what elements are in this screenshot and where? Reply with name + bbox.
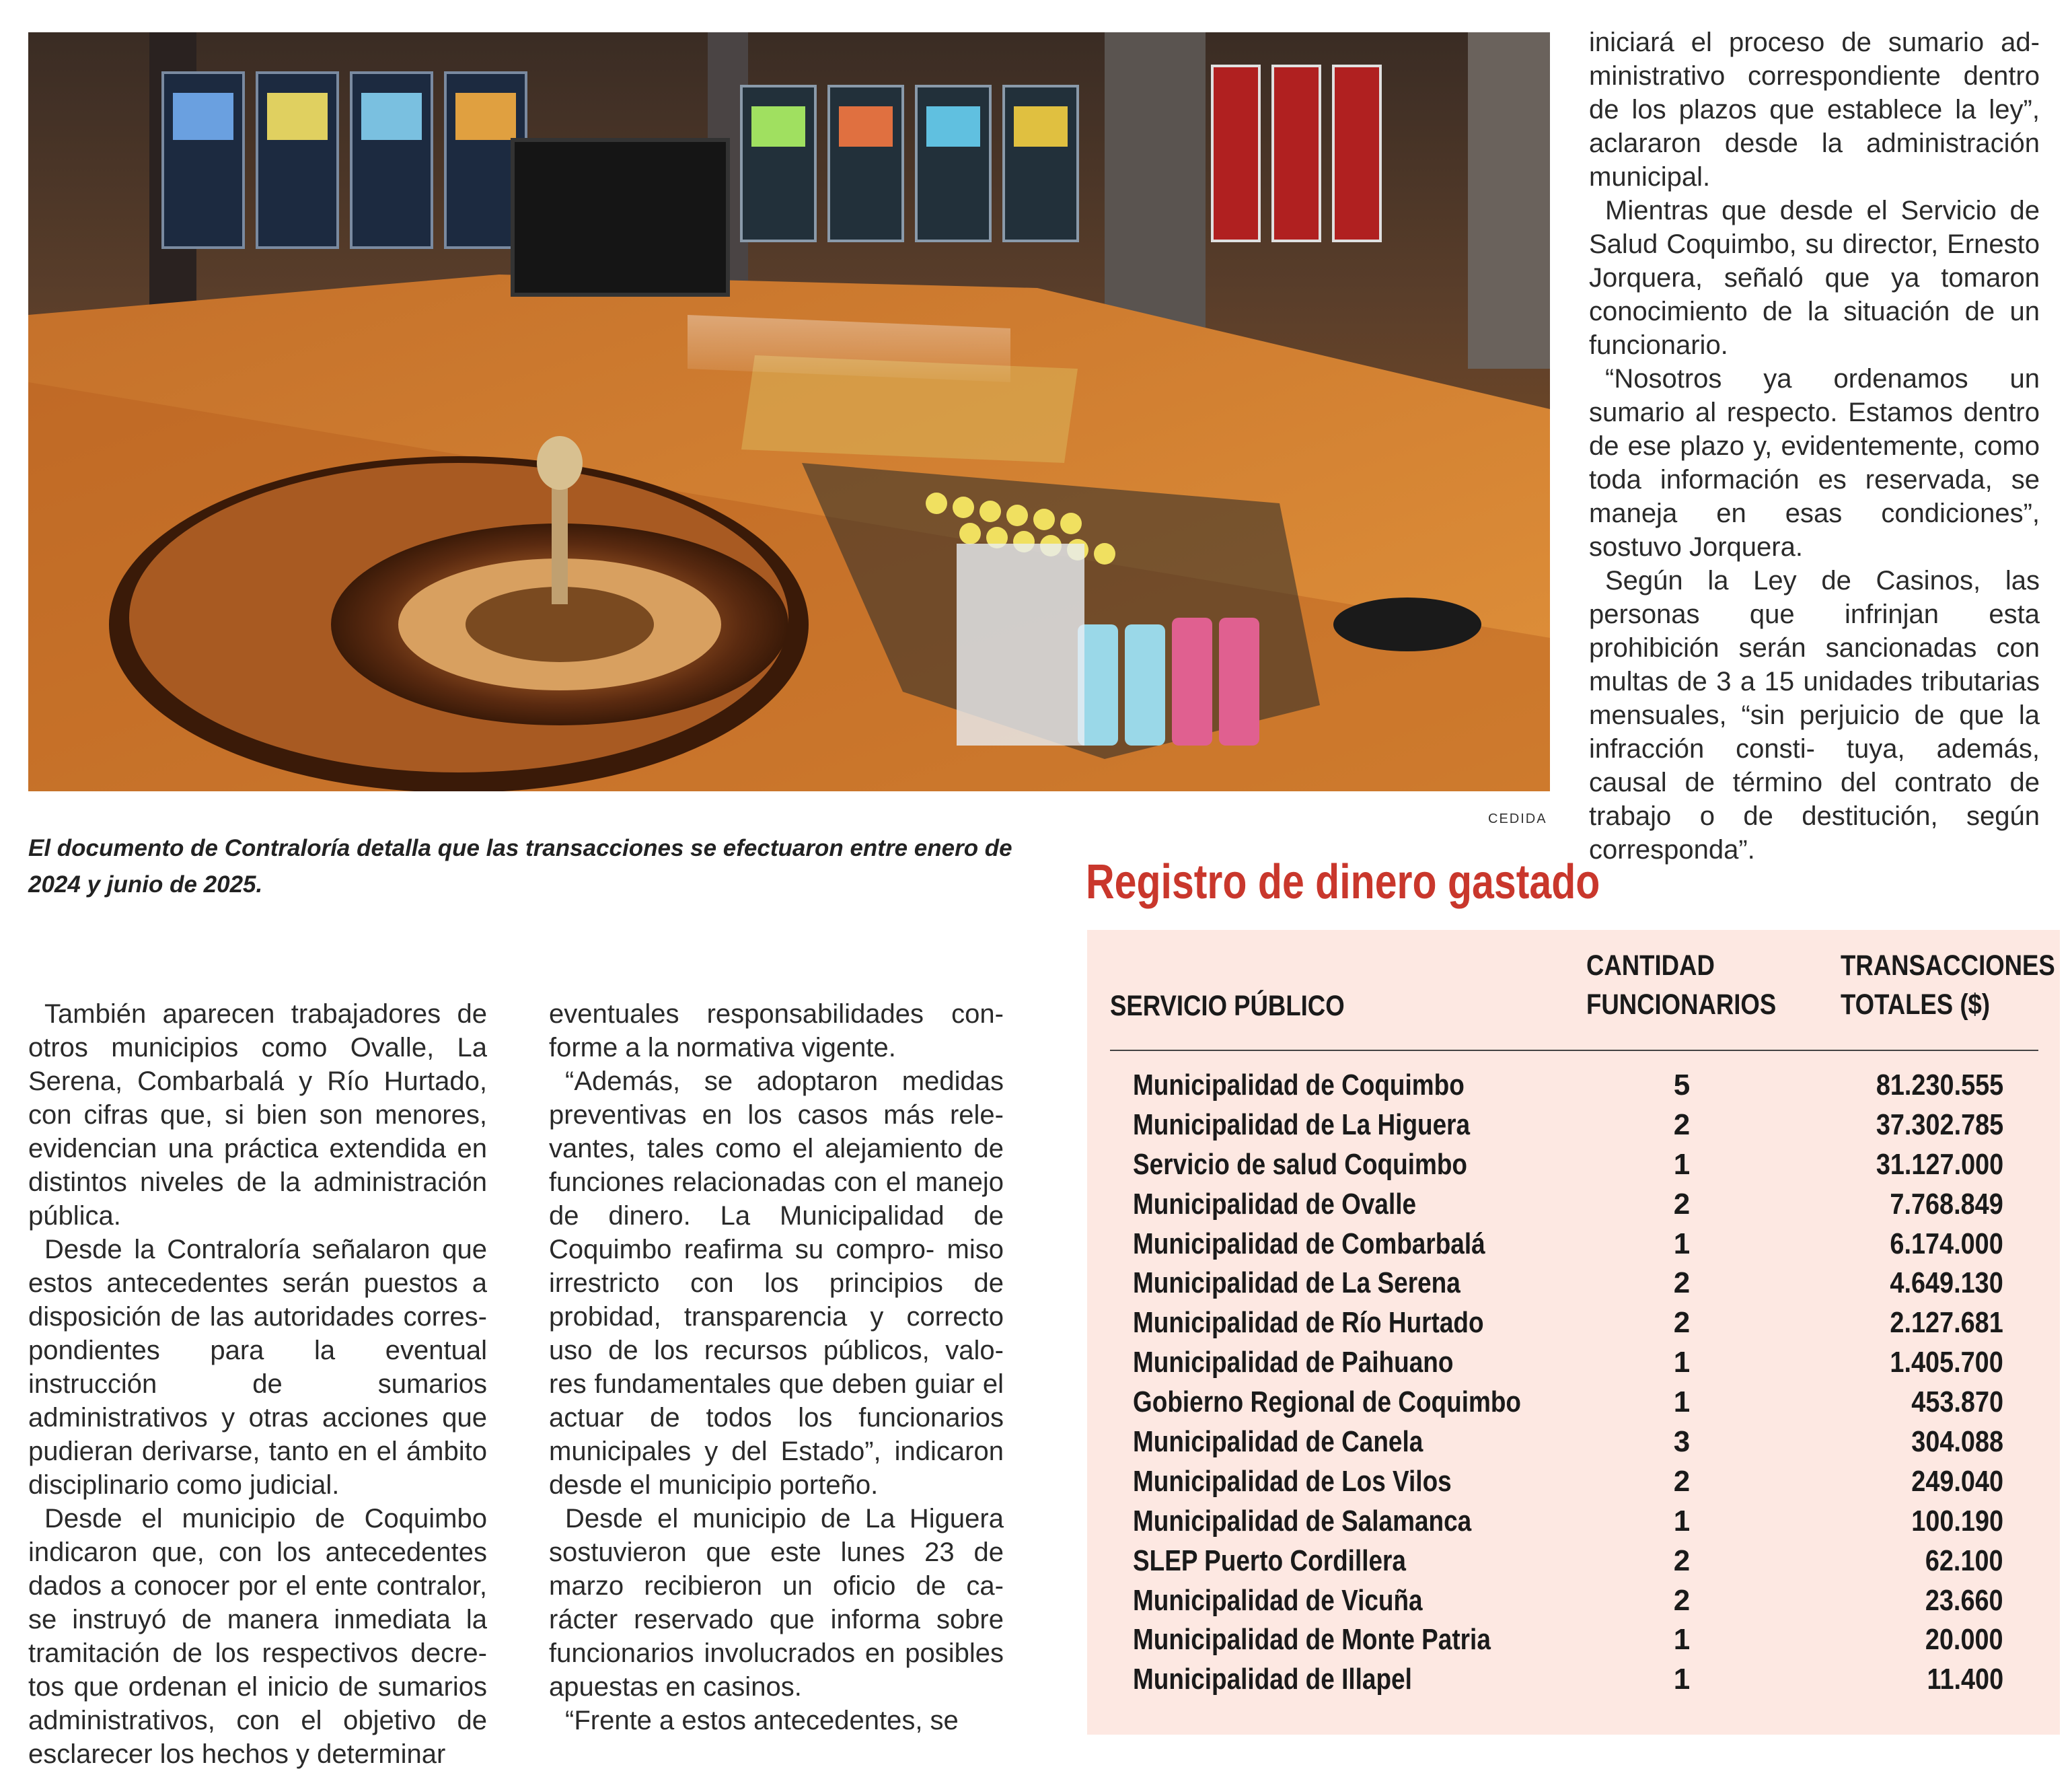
cell-cantidad: 1	[1673, 1385, 1691, 1419]
cell-cantidad: 2	[1673, 1187, 1691, 1221]
header-transacciones	[1841, 946, 2055, 1024]
spending-table	[1087, 930, 2060, 1735]
paragraph: Según la Ley de Casinos, las personas que infrinjan esta prohibición serán sancionadas con multas de 3 a 15 unidades tributarias mensuales, “sin perjuicio de que la infracción consti- tuya, además, causal de término del contrato de trabajo o de destitución, según corresponda”.	[1589, 566, 2040, 865]
cell-servicio: Servicio de salud Coquimbo	[1133, 1147, 1468, 1181]
cell-servicio: Municipalidad de Monte Patria	[1133, 1623, 1491, 1657]
cell-cantidad: 2	[1673, 1266, 1691, 1300]
paragraph: Mientras que desde el Servicio de Salud Coquimbo, su director, Ernesto Jorquera, señaló que ya tomaron conocimiento de la situación de un funcionario.	[1589, 196, 2040, 360]
table-row	[1110, 1106, 2038, 1145]
cell-servicio: Municipalidad de Paihuano	[1133, 1346, 1454, 1379]
table-row	[1110, 1620, 2038, 1660]
article-column-left	[28, 997, 487, 1771]
paragraph: “Frente a estos antecedentes, se	[565, 1706, 959, 1735]
cell-total: 11.400	[1927, 1663, 2003, 1696]
cell-servicio: Municipalidad de Río Hurtado	[1133, 1306, 1484, 1340]
header-cantidad-line1: CANTIDAD	[1586, 949, 1715, 982]
table-row	[1110, 1145, 2038, 1185]
cell-servicio: Municipalidad de Los Vilos	[1133, 1464, 1452, 1498]
cell-cantidad: 1	[1673, 1623, 1691, 1657]
cell-servicio: Gobierno Regional de Coquimbo	[1133, 1385, 1521, 1419]
cell-cantidad: 1	[1673, 1147, 1691, 1181]
cell-total: 100.190	[1911, 1504, 2003, 1538]
cell-cantidad: 2	[1673, 1544, 1691, 1577]
cell-total: 23.660	[1925, 1583, 2003, 1617]
casino-roulette-photo	[28, 32, 1550, 791]
cell-total: 1.405.700	[1890, 1346, 2003, 1379]
cell-total: 6.174.000	[1890, 1227, 2003, 1260]
cell-servicio: Municipalidad de Vicuña	[1133, 1583, 1423, 1617]
cell-servicio: Municipalidad de Combarbalá	[1133, 1227, 1485, 1260]
article-column-middle	[549, 997, 1004, 1737]
table-title: Registro de dinero gastado	[1086, 855, 1600, 909]
cell-servicio: Municipalidad de La Serena	[1133, 1266, 1460, 1300]
cell-cantidad: 1	[1673, 1663, 1691, 1696]
cell-total: 2.127.681	[1890, 1306, 2003, 1340]
cell-total: 62.100	[1925, 1544, 2003, 1577]
paragraph: “Además, se adoptaron medidas preventivas en los casos más rele- vantes, tales como el alejamiento de funciones relacionadas con el manejo de dinero. La Municipalidad de Coquimbo reafirma su compro- miso irrestricto con los principios de probidad, transparencia y correcto uso de los recursos públicos, valo- res fundamentales que deben guiar el actuar de todos los funcionarios municipales y del Estado”, indicaron desde el municipio porteño.	[549, 1067, 1004, 1500]
header-transacciones-line1: TRANSACCIONES	[1841, 949, 2055, 982]
table-row	[1110, 1660, 2038, 1700]
cell-cantidad: 1	[1673, 1227, 1691, 1260]
cell-total: 4.649.130	[1890, 1266, 2003, 1300]
cell-total: 81.230.555	[1876, 1069, 2003, 1101]
table-row	[1110, 1422, 2038, 1462]
cell-cantidad: 2	[1673, 1583, 1691, 1617]
cell-total: 249.040	[1911, 1464, 2003, 1498]
cell-servicio: Municipalidad de Ovalle	[1133, 1187, 1417, 1221]
table-row	[1110, 1185, 2038, 1225]
table-row	[1110, 1225, 2038, 1264]
cell-cantidad: 3	[1673, 1425, 1691, 1459]
cell-servicio: SLEP Puerto Cordillera	[1133, 1544, 1406, 1577]
photo-credit: CEDIDA	[1488, 811, 1547, 826]
photo-caption: El documento de Contraloría detalla que las transacciones se efectuaron entre enero de 2024 y junio de 2025.	[28, 835, 1012, 898]
table-body	[1110, 1066, 2038, 1700]
cell-total: 7.768.849	[1890, 1187, 2003, 1221]
table-row	[1110, 1066, 2038, 1106]
cell-total: 37.302.785	[1876, 1108, 2003, 1141]
header-servicio: SERVICIO PÚBLICO	[1110, 990, 1345, 1022]
article-column-right	[1589, 26, 2040, 867]
cell-servicio: Municipalidad de Illapel	[1133, 1663, 1412, 1696]
paragraph: “Nosotros ya ordenamos un sumario al respecto. Estamos dentro de ese plazo y, evidentemente, como toda información es reservada, se maneja en esas condiciones”, sostuvo Jorquera.	[1589, 364, 2040, 562]
table-row	[1110, 1343, 2038, 1383]
cell-total: 31.127.000	[1876, 1147, 2003, 1181]
cell-total: 453.870	[1911, 1385, 2003, 1419]
paragraph: Desde el municipio de La Higuera sostuvieron que este lunes 23 de marzo recibieron un oficio de ca- rácter reservado que informa sobre funcionarios involucrados en posibles apuestas en casinos.	[549, 1504, 1004, 1702]
cell-cantidad: 2	[1673, 1306, 1691, 1340]
table-row	[1110, 1542, 2038, 1581]
table-row	[1110, 1581, 2038, 1621]
header-cantidad-line2: FUNCIONARIOS	[1586, 988, 1777, 1021]
table-row	[1110, 1502, 2038, 1542]
header-divider	[1110, 1050, 2038, 1051]
header-cantidad	[1586, 946, 1776, 1024]
cell-cantidad: 2	[1673, 1464, 1691, 1498]
table-row	[1110, 1264, 2038, 1303]
cell-cantidad: 2	[1673, 1108, 1691, 1141]
header-transacciones-line2: TOTALES ($)	[1841, 988, 1991, 1021]
paragraph: eventuales responsabilidades con- forme a la normativa vigente.	[549, 999, 1004, 1062]
cell-servicio: Municipalidad de Coquimbo	[1133, 1069, 1465, 1101]
casino-scene-illustration	[28, 32, 1550, 791]
cell-total: 304.088	[1911, 1425, 2003, 1459]
table-row	[1110, 1383, 2038, 1422]
cell-servicio: Municipalidad de Canela	[1133, 1425, 1423, 1459]
cell-total: 20.000	[1925, 1623, 2003, 1657]
paragraph: También aparecen trabajadores de otros municipios como Ovalle, La Serena, Combarbalá y Río Hurtado, con cifras que, si bien son menores, evidencian una práctica extendida en distintos niveles de la administración pública.	[28, 999, 487, 1231]
cell-servicio: Municipalidad de Salamanca	[1133, 1504, 1472, 1538]
cell-servicio: Municipalidad de La Higuera	[1133, 1108, 1471, 1141]
paragraph: iniciará el proceso de sumario ad- ministrativo correspondiente dentro de los plazos que establece la ley”, aclararon desde la administración municipal.	[1589, 28, 2040, 192]
table-row	[1110, 1462, 2038, 1502]
paragraph: Desde el municipio de Coquimbo indicaron que, con los antecedentes dados a conocer por el ente contralor, se instruyó de manera inmediata la tramitación de los respectivos decre- tos que ordenan el inicio de sumarios administrativos, con el objetivo de esclarecer los hechos y determinar	[28, 1504, 487, 1769]
cell-cantidad: 5	[1673, 1069, 1691, 1101]
table-row	[1110, 1303, 2038, 1343]
cell-cantidad: 1	[1673, 1346, 1691, 1379]
paragraph: Desde la Contraloría señalaron que estos antecedentes serán puestos a disposición de las autoridades corres- pondientes para la eventual instrucción de sumarios administrativos y otras acciones que pudieran derivarse, tanto en el ámbito disciplinario como judicial.	[28, 1235, 487, 1500]
cell-cantidad: 1	[1673, 1504, 1691, 1538]
